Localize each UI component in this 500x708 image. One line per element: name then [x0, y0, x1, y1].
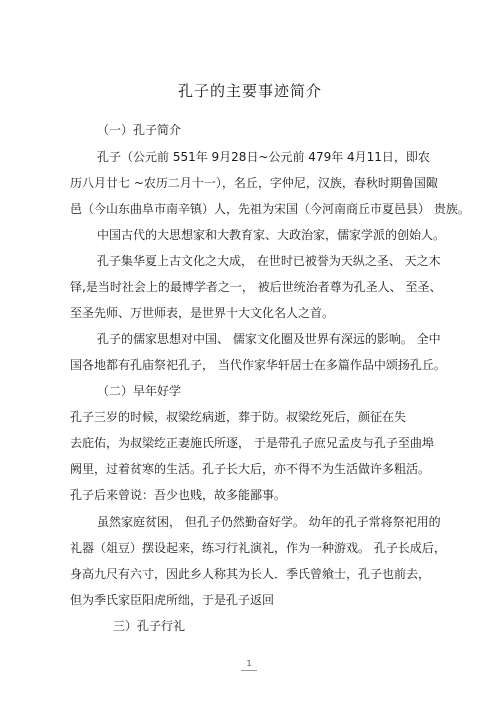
- page-number-underline: [241, 670, 257, 671]
- paragraph-line: 但为季氏家臣阳虎所绌，于是孔子返回: [70, 593, 275, 607]
- paragraph-line: 孔子集华夏上古文化之大成， 在世时已被誉为天纵之圣、 天之木: [97, 254, 441, 268]
- paragraph-line: 至圣先师、万世师表，是世界十大文化名人之首。: [70, 306, 335, 320]
- paragraph-line: 孔子（公元前 551年 9月28日~公元前 479年 4月11日，即农: [97, 150, 430, 164]
- paragraph-line: 身高九尺有六寸，因此乡人称其为长人．季氏曾飨士，孔子也前去，: [70, 567, 431, 581]
- paragraph-line: 孔子三岁的时候，叔梁纥病逝，葬于防。叔梁纥死后，颜征在失: [70, 410, 407, 424]
- paragraph-line: 国各地都有孔庙祭祀孔子， 当代作家华轩居士在多篇作品中颂扬孔丘。: [70, 358, 446, 372]
- paragraph-line: 中国古代的大思想家和大教育家、大政治家，儒家学派的创始人。: [97, 228, 446, 242]
- paragraph-line: 铎,是当时社会上的最博学者之一， 被后世统治者尊为孔圣人、 至圣、: [70, 280, 442, 294]
- section-heading-intro: （一）孔子简介: [97, 123, 182, 137]
- paragraph-line: 去庇佑，为叔梁纥正妻施氏所逐， 于是带孔子庶兄孟皮与孔子至曲埠: [70, 436, 434, 450]
- paragraph-line: 孔子的儒家思想对中国、 儒家文化圈及世界有深远的影响。 全中: [97, 332, 441, 346]
- paragraph-line: 邑（今山东曲阜市南辛镇）人，先祖为宋国（今河南商丘市夏邑县） 贵族。: [70, 202, 470, 216]
- paragraph-line: 虽然家庭贫困， 但孔子仍然勤奋好学。 幼年的孔子常将祭祀用的: [97, 515, 441, 529]
- section-heading-rites: 三）孔子行礼: [113, 619, 186, 633]
- section-heading-early-years: （二）早年好学: [97, 384, 182, 398]
- paragraph-line: 阙里，过着贫寒的生活。孔子长大后，亦不得不为生活做许多粗活。: [70, 462, 431, 476]
- page-number: 1: [246, 659, 252, 668]
- paragraph-line: 礼器（俎豆）摆设起来，练习行礼演礼，作为一种游戏。 孔子长成后，: [70, 541, 446, 555]
- document-title: 孔子的主要事迹简介: [177, 82, 322, 100]
- paragraph-line: 历八月廿七 ~农历二月十一），名丘，字仲尼，汉族，春秋时期鲁国陬: [70, 176, 438, 190]
- paragraph-line: 孔子后来曾说：吾少也贱，故多能鄙事。: [70, 488, 287, 502]
